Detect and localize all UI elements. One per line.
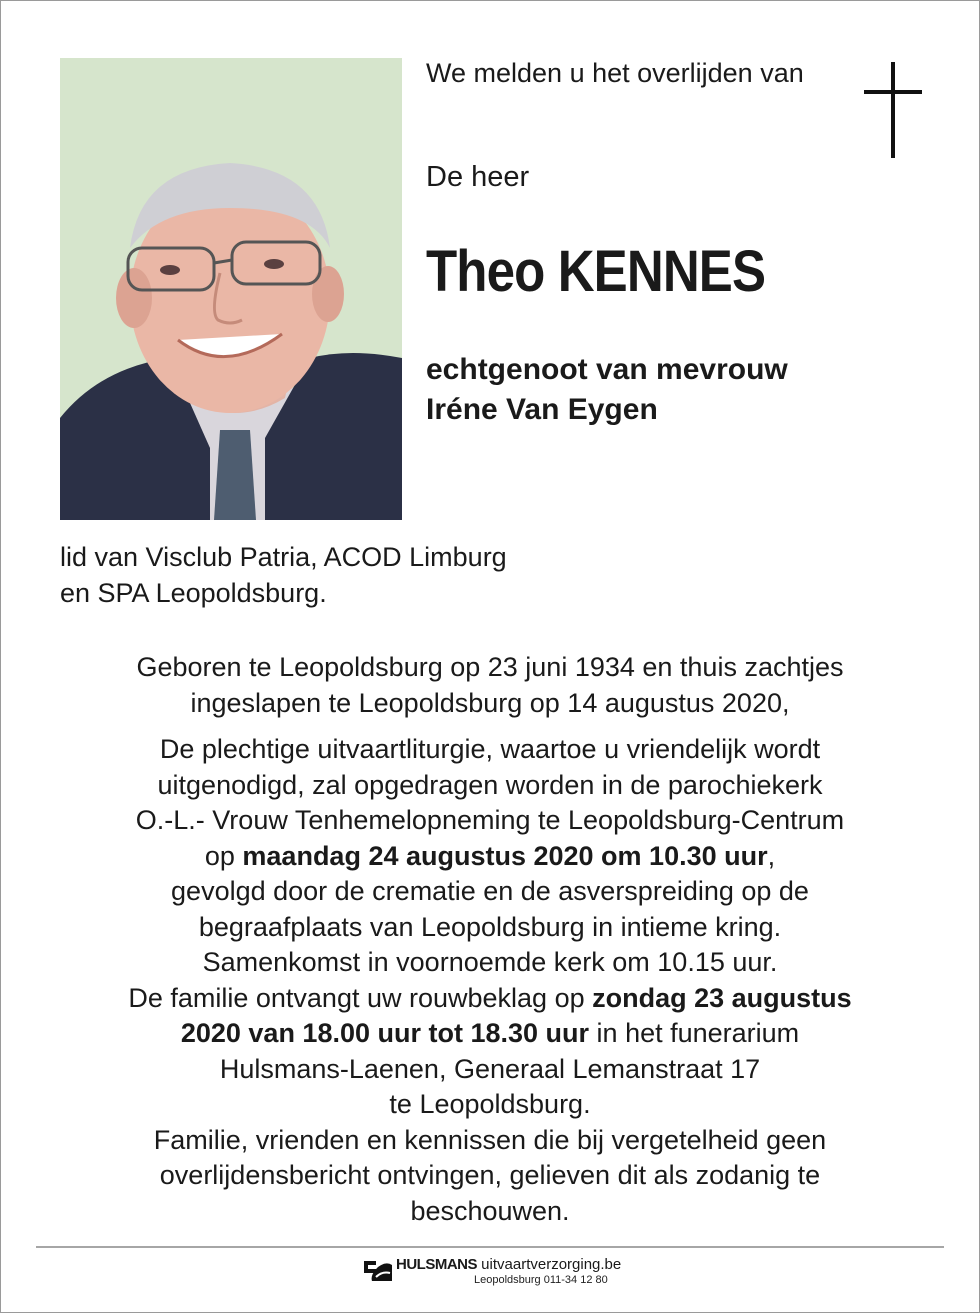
ceremony-line-7: Samenkomst in voornoemde kerk om 10.15 uur.	[202, 947, 778, 977]
cross-icon	[864, 62, 922, 158]
honorific: De heer	[426, 161, 530, 193]
ceremony-line-6: begraafplaats van Leopoldsburg in intieme kring.	[198, 911, 782, 942]
spouse-line-2: Iréne Van Eygen	[426, 393, 658, 426]
funeral-home-name: HULSMANS uitvaartverzorging.be	[396, 1256, 622, 1273]
membership-line-1: lid van Visclub Patria, ACOD Limburg	[60, 542, 507, 572]
ceremony-line-5: gevolgd door de crematie en de asverspreiding op de	[171, 876, 809, 906]
visitation-date: zondag 23 augustus	[592, 982, 852, 1013]
birth-death-line-1: Geboren te Leopoldsburg op 23 juni 1934 en thuis zachtjes	[136, 652, 844, 682]
intro-text: We melden u het overlijden van	[426, 58, 804, 88]
announcement-body	[40, 650, 940, 1229]
ceremony-line-2: uitgenodigd, zal opgedragen worden in de parochiekerk	[157, 769, 823, 800]
visitation-time: 2020 van 18.00 uur tot 18.30 uur	[180, 1018, 590, 1048]
funeral-home-logo-icon	[362, 1257, 394, 1285]
membership-info	[60, 539, 507, 611]
footer-divider	[36, 1246, 944, 1248]
spouse-info	[426, 350, 788, 430]
membership-line-2: en SPA Leopoldsburg.	[60, 578, 327, 608]
funeral-home-address: Leopoldsburg 011-34 12 80	[474, 1274, 608, 1286]
spouse-line-1: echtgenoot van mevrouw	[426, 353, 788, 386]
notice-line-3: beschouwen.	[410, 1195, 570, 1226]
footer	[362, 1255, 662, 1291]
notice-line-2: overlijdensbericht ontvingen, gelieven dit als zodanig te	[159, 1160, 821, 1190]
visitation-line-3: Hulsmans-Laenen, Generaal Lemanstraat 17	[219, 1053, 761, 1084]
visitation-line-4: te Leopoldsburg.	[389, 1089, 591, 1119]
deceased-name: Theo KENNES	[426, 239, 766, 304]
ceremony-line-1: De plechtige uitvaartliturgie, waartoe u vriendelijk wordt	[159, 734, 821, 764]
ceremony-line-3: O.-L.- Vrouw Tenhemelopneming te Leopoldsburg-Centrum	[135, 805, 845, 835]
ceremony-line-4: op maandag 24 augustus 2020 om 10.30 uur,	[204, 840, 776, 871]
visitation-line-1: De familie ontvangt uw rouwbeklag op zondag 23 augustus	[128, 982, 852, 1013]
portrait-photo	[60, 58, 402, 520]
notice-line-1: Familie, vrienden en kennissen die bij vergetelheid geen	[153, 1124, 827, 1155]
birth-death-line-2: ingeslapen te Leopoldsburg op 14 augustus 2020,	[190, 687, 790, 718]
ceremony-datetime: maandag 24 augustus 2020 om 10.30 uur	[242, 840, 768, 871]
visitation-line-2: 2020 van 18.00 uur tot 18.30 uur in het funerarium	[180, 1018, 800, 1048]
